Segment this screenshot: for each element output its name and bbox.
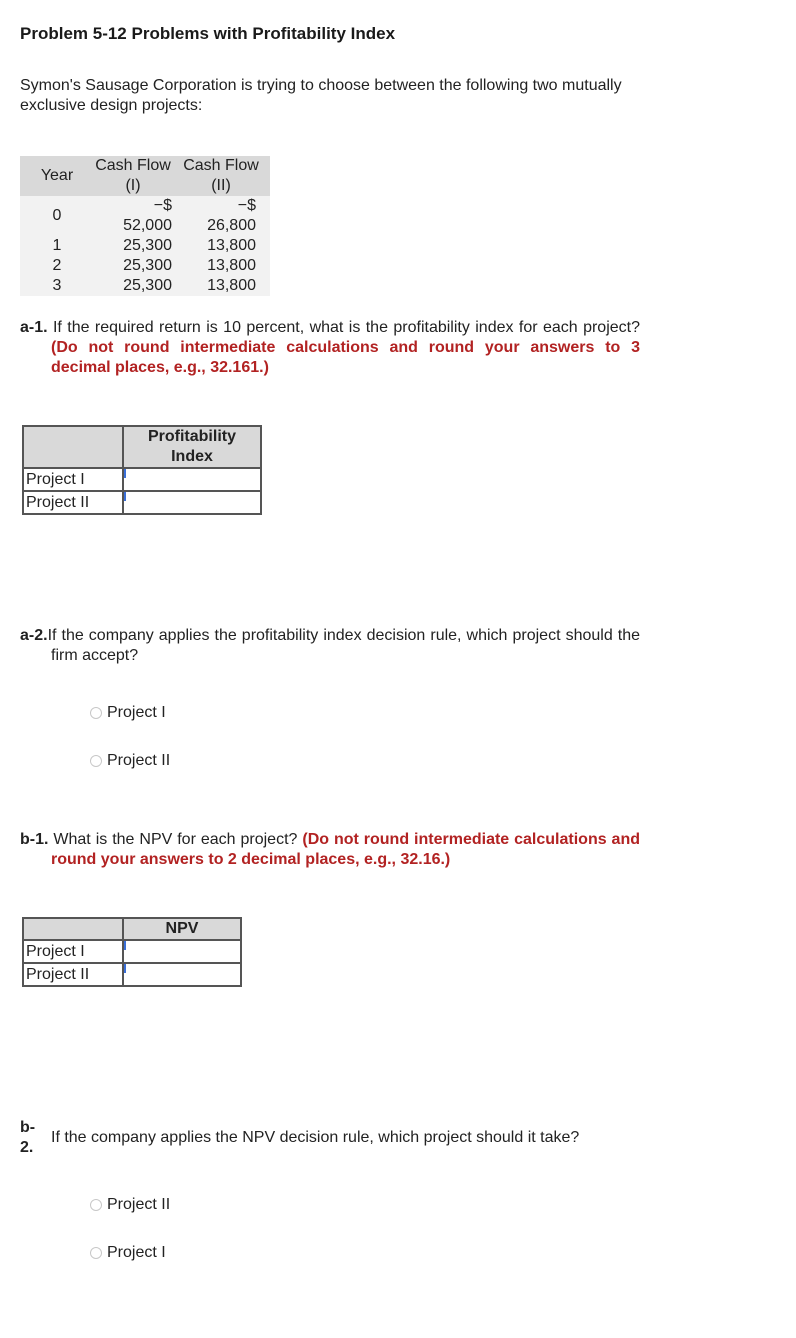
question-text: What is the NPV for each project? — [53, 831, 298, 848]
question-label: b- 2. — [20, 1119, 36, 1156]
table-row — [22, 492, 262, 515]
option-label: Project I — [107, 1244, 166, 1261]
question-a1 — [20, 318, 640, 378]
cash-flow-cell: 13,800 — [172, 236, 270, 256]
table-row — [20, 256, 270, 276]
cash-flow-cell: −$ 26,800 — [172, 196, 270, 236]
table-row — [22, 941, 242, 964]
cash-flow-cell: 25,300 — [94, 236, 172, 256]
profitability-index-header: Profitability Index — [122, 425, 262, 469]
cash-flow-cell: −$ 52,000 — [94, 196, 172, 236]
npv-header: NPV — [122, 917, 242, 941]
option-label: Project I — [107, 704, 166, 721]
radio-button[interactable] — [90, 1199, 102, 1211]
radio-button[interactable] — [90, 1247, 102, 1259]
cash-flow-1-header: Cash Flow (I) — [95, 157, 171, 194]
problem-intro: Symon's Sausage Corporation is trying to choose between the following two mutually exclusive design projects: — [20, 77, 622, 114]
header-blank — [22, 917, 122, 941]
pi-project-1-input[interactable] — [124, 471, 260, 488]
cash-flow-2-header: Cash Flow (II) — [172, 156, 270, 196]
row-label: Project I — [22, 469, 122, 492]
year-cell: 3 — [20, 276, 94, 296]
header-blank — [22, 425, 122, 469]
b2-option-project-1[interactable] — [90, 1244, 166, 1262]
radio-button[interactable] — [90, 707, 102, 719]
cash-flow-table — [20, 156, 270, 296]
option-label: Project II — [107, 752, 171, 769]
year-cell: 0 — [20, 196, 94, 236]
option-label: Project II — [107, 1196, 171, 1213]
npv-project-1-input-cell[interactable] — [122, 941, 242, 964]
question-text: If the company applies the NPV decision rule, which project should it take? — [51, 1129, 580, 1146]
year-cell: 1 — [20, 236, 94, 256]
question-text: If the required return is 10 percent, what is the profitability index for each project? — [52, 319, 640, 336]
radio-button[interactable] — [90, 755, 102, 767]
pi-project-2-input-cell[interactable] — [122, 492, 262, 515]
row-label: Project II — [22, 492, 122, 515]
cash-flow-cell: 13,800 — [172, 276, 270, 296]
b2-option-project-2[interactable] — [90, 1196, 170, 1214]
table-row — [22, 964, 242, 987]
year-header: Year — [20, 156, 94, 196]
question-instruction: (Do not round intermediate calculations and round your answers to 2 decimal places, e.g., 32.16.) — [51, 831, 640, 868]
question-text: If the company applies the profitability index decision rule, which project should the firm accept? — [47, 627, 640, 664]
question-label: b-1. — [20, 831, 49, 848]
question-instruction: (Do not round intermediate calculations and round your answers to 3 decimal places, e.g., 32.161.) — [51, 339, 640, 376]
cash-flow-cell: 13,800 — [172, 256, 270, 276]
npv-project-2-input-cell[interactable] — [122, 964, 242, 987]
table-row — [20, 276, 270, 296]
cash-flow-cell: 25,300 — [94, 276, 172, 296]
npv-project-2-input[interactable] — [124, 966, 240, 983]
table-row — [20, 196, 270, 236]
year-cell: 2 — [20, 256, 94, 276]
question-a2 — [20, 626, 640, 666]
npv-table — [22, 917, 242, 987]
question-label: a-1. — [20, 319, 48, 336]
cash-flow-cell: 25,300 — [94, 256, 172, 276]
npv-project-1-input[interactable] — [124, 943, 240, 960]
row-label: Project II — [22, 964, 122, 987]
question-b1 — [20, 830, 640, 870]
row-label: Project I — [22, 941, 122, 964]
question-label: a-2. — [20, 627, 48, 644]
a2-option-project-1[interactable] — [90, 704, 166, 722]
pi-project-1-input-cell[interactable] — [122, 469, 262, 492]
table-row — [20, 236, 270, 256]
pi-project-2-input[interactable] — [124, 494, 260, 511]
problem-title: Problem 5-12 Problems with Profitability Index — [20, 24, 396, 43]
a2-option-project-2[interactable] — [90, 752, 170, 770]
profitability-index-table — [22, 425, 262, 515]
table-row — [22, 469, 262, 492]
